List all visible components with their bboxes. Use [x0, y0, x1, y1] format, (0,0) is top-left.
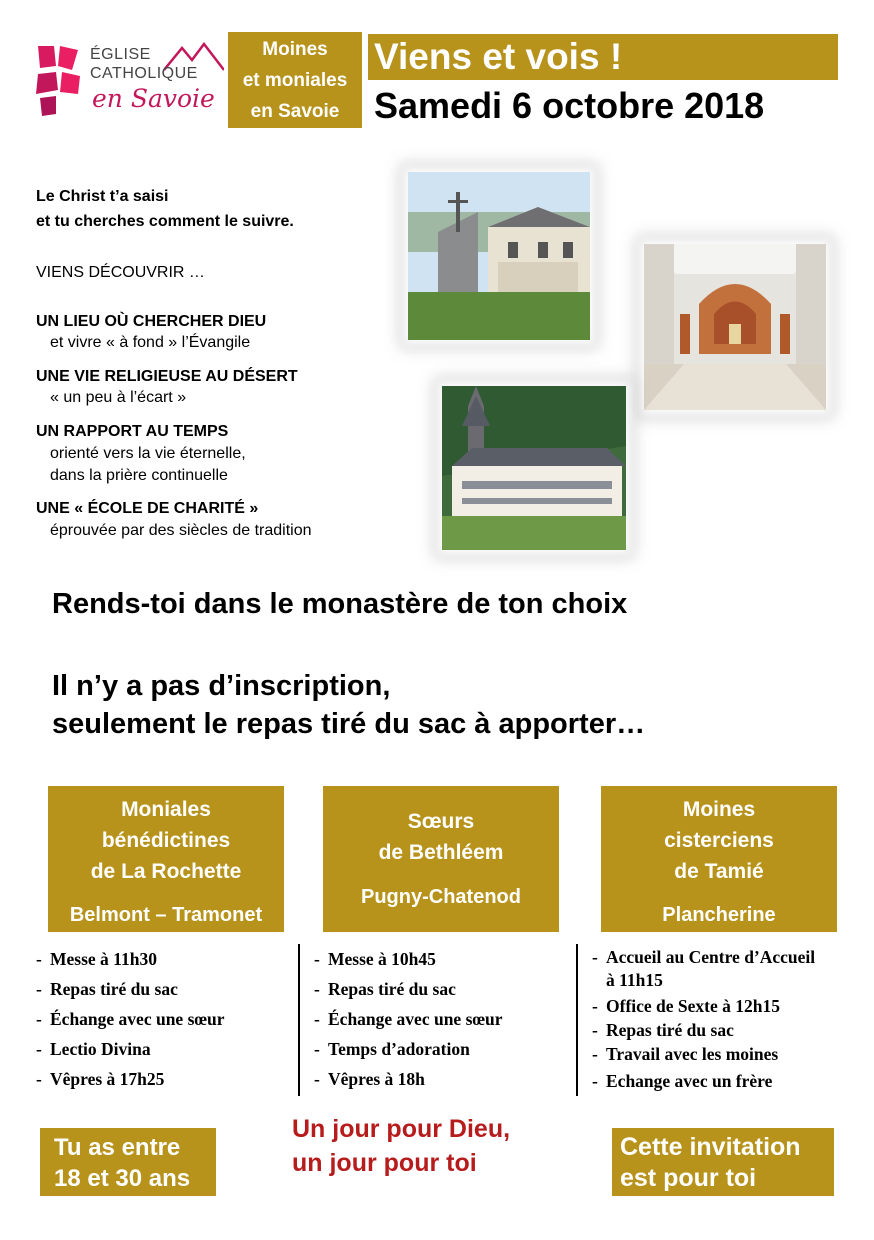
column-divider [298, 944, 300, 1096]
intro-line-2: et tu cherches comment le suivre. [36, 213, 294, 230]
list-item: - Échange avec une sœur [314, 1004, 570, 1034]
monastery-place: Belmont – Tramonet [69, 904, 263, 926]
section-sub: éprouvée par des siècles de tradition [50, 522, 312, 539]
invite-line: Cette invitation [620, 1133, 801, 1161]
logo-line-2: CATHOLIQUE [90, 65, 198, 82]
monastery-place: Plancherine [662, 904, 776, 926]
list-item: - Travail avec les moines [592, 1042, 828, 1066]
logo-line-3: en Savoie [92, 84, 215, 113]
moines-line: en Savoie [250, 101, 340, 122]
monastery-title: de Bethléem [378, 841, 504, 864]
section-heading: UN LIEU OÙ CHERCHER DIEU [36, 313, 267, 330]
tagline-line-1: Un jour pour Dieu, [292, 1115, 511, 1143]
section-heading: UN RAPPORT AU TEMPS [36, 423, 229, 440]
program-list-2 [314, 944, 570, 1094]
monastery-box-1 [48, 786, 284, 932]
section-sub: dans la prière continuelle [50, 467, 228, 484]
list-item: - Vêpres à 18h [314, 1064, 570, 1094]
list-item: - Accueil au Centre d’Accueil à 11h15 [592, 946, 828, 992]
list-item: - Messe à 11h30 [36, 944, 292, 974]
section-heading: UNE VIE RELIGIEUSE AU DÉSERT [36, 368, 298, 385]
monastery-place: Pugny-Chatenod [361, 886, 521, 908]
invite-box [612, 1128, 834, 1196]
list-item: - Messe à 10h45 [314, 944, 570, 974]
program-list-1 [36, 944, 292, 1094]
event-date: Samedi 6 octobre 2018 [374, 85, 765, 126]
cross-icon [34, 42, 84, 118]
list-item: - Office de Sexte à 12h15 [592, 994, 828, 1018]
logo [34, 40, 224, 120]
monastery-photo-1 [408, 172, 590, 340]
column-divider [576, 944, 578, 1096]
page-title: Viens et vois ! [374, 36, 623, 77]
monastery-photo-3 [442, 386, 626, 550]
section-sub: orienté vers la vie éternelle, [50, 445, 246, 462]
monastery-box-2 [323, 786, 559, 932]
intro-line-1: Le Christ t’a saisi [36, 188, 169, 205]
section-heading: UNE « ÉCOLE DE CHARITÉ » [36, 500, 259, 517]
tagline-line-2: un jour pour toi [292, 1149, 477, 1177]
list-item: - Repas tiré du sac [314, 974, 570, 1004]
list-item: - Lectio Divina [36, 1034, 292, 1064]
headline-meal: seulement le repas tiré du sac à apporter… [52, 708, 646, 740]
monastery-title: cisterciens [664, 829, 774, 852]
headline-no-registration: Il n’y a pas d’inscription, [52, 670, 391, 702]
viens-decouvrir: VIENS DÉCOUVRIR … [36, 264, 205, 281]
logo-line-1: ÉGLISE [90, 46, 151, 63]
monastery-title: bénédictines [101, 829, 231, 852]
list-item: - Repas tiré du sac [592, 1018, 828, 1042]
headline-choice: Rends-toi dans le monastère de ton choix [52, 588, 628, 620]
list-item: - Vêpres à 17h25 [36, 1064, 292, 1094]
invite-line: est pour toi [620, 1164, 757, 1192]
moines-line: et moniales [242, 70, 348, 91]
monastery-photo-2 [644, 244, 826, 410]
monastery-title: de La Rochette [90, 860, 242, 883]
program-list-3 [592, 946, 828, 1096]
monastery-title: Moines [682, 798, 756, 821]
list-item: - Repas tiré du sac [36, 974, 292, 1004]
section-sub: et vivre « à fond » l’Évangile [50, 334, 251, 351]
monastery-title: Sœurs [407, 810, 475, 833]
list-item: - Temps d’adoration [314, 1034, 570, 1064]
moines-box [228, 32, 362, 128]
moines-line: Moines [262, 39, 328, 60]
list-item: - Echange avec un frère [592, 1066, 828, 1096]
age-line: Tu as entre [54, 1134, 181, 1161]
list-item: - Échange avec une sœur [36, 1004, 292, 1034]
monastery-box-3 [601, 786, 837, 932]
monastery-title: de Tamié [674, 860, 764, 883]
age-line: 18 et 30 ans [54, 1165, 191, 1192]
monastery-title: Moniales [121, 798, 211, 821]
section-sub: « un peu à l’écart » [50, 389, 187, 406]
age-box [40, 1128, 216, 1196]
